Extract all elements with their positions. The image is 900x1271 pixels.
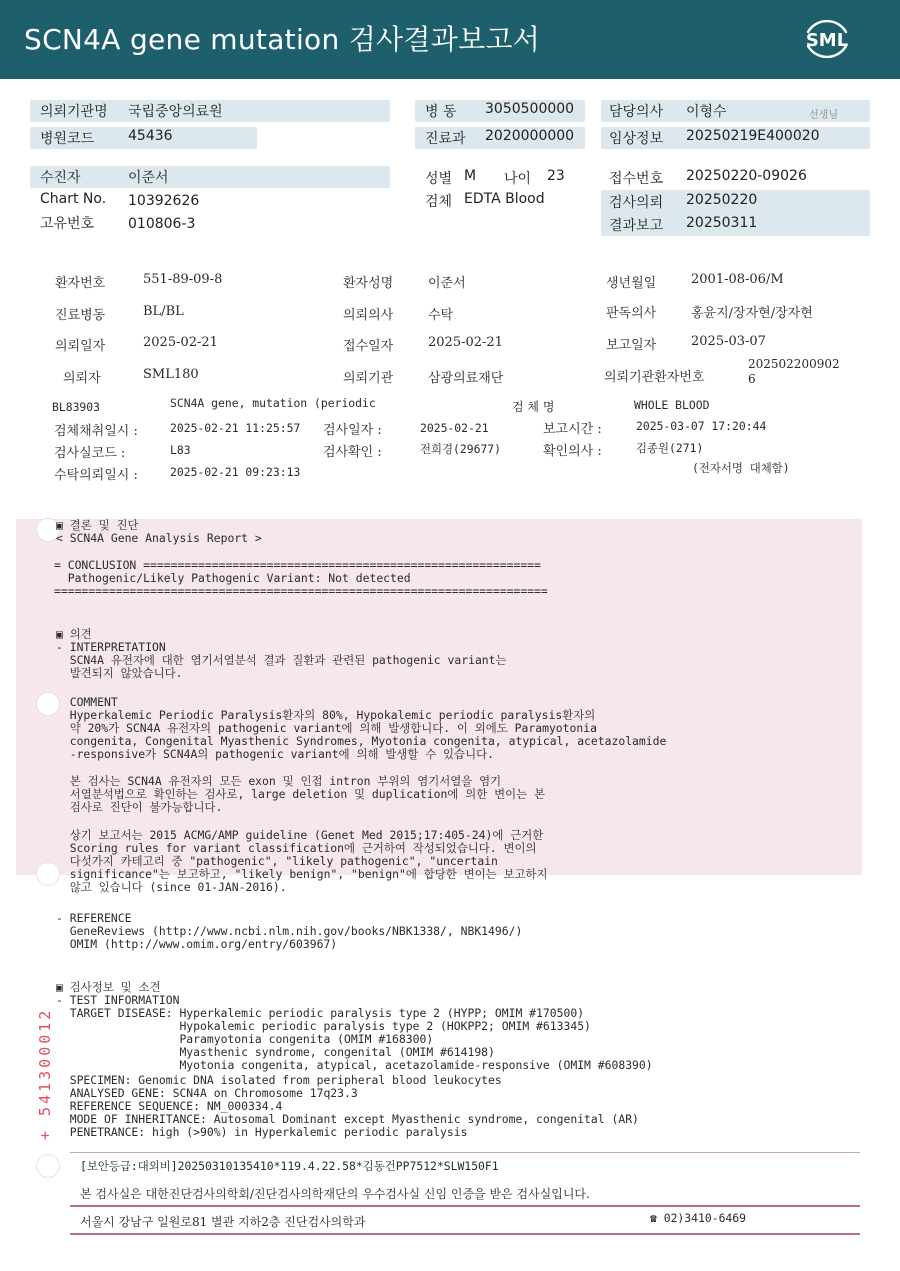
logo-text: SML bbox=[805, 30, 849, 51]
testinfo-heading: - TEST INFORMATION bbox=[56, 993, 180, 1007]
inst-patient-no-label: 의뢰기관환자번호 bbox=[604, 370, 705, 385]
footer-rule bbox=[70, 1205, 860, 1207]
confirm-doctor-value: 김종원(271) bbox=[636, 441, 704, 455]
req-inst-value: 삼광의료재단 bbox=[428, 371, 504, 386]
report-date-label: 보고일자 bbox=[606, 338, 657, 353]
ward-value: 3050500000 bbox=[485, 101, 575, 117]
sml-logo bbox=[800, 12, 854, 66]
lab-code-label: 검사실코드 : bbox=[54, 446, 126, 461]
doctor-label: 담당의사 bbox=[609, 104, 664, 120]
receipt-label: 접수번호 bbox=[609, 171, 664, 187]
comment-line: Hyperkalemic Periodic Paralysis환자의 80%, Hypokalemic periodic paralysis환자의 bbox=[56, 708, 596, 722]
patient-value: 이준서 bbox=[128, 170, 169, 186]
ward-scan-value: BL/BL bbox=[143, 304, 184, 319]
institution-label: 의뢰기관명 bbox=[40, 104, 108, 120]
punch-hole bbox=[36, 1154, 60, 1178]
comment-line: congenita, Congenital Myasthenic Syndromes, Myotonia congenita, atypical, acetazolamide bbox=[56, 734, 667, 748]
target-disease-line: TARGET DISEASE: Hyperkalemic periodic paralysis type 2 (HYPP; OMIM #170500) bbox=[56, 1006, 585, 1020]
phone-line: ☎ 02)3410-6469 bbox=[650, 1211, 747, 1225]
report-time-value: 2025-03-07 17:20:44 bbox=[636, 419, 767, 433]
report-label: 결과보고 bbox=[609, 218, 664, 234]
report-value: 20250311 bbox=[686, 215, 758, 231]
request-value: 20250220 bbox=[686, 192, 758, 208]
e-sign-note: (전자서명 대체함) bbox=[692, 461, 790, 475]
report-subtitle: < SCN4A Gene Analysis Report > bbox=[56, 531, 262, 545]
comment-line: -responsive가 SCN4A의 pathogenic variant에 의해 발생할 수 있습니다. bbox=[56, 747, 494, 761]
certification-line: 본 검사실은 대한진단검사의학회/진단검사의학재단의 우수검사실 신임 인증을 받은 검사실입니다. bbox=[80, 1187, 590, 1201]
interpretation-line: SCN4A 유전자에 대한 염기서열분석 결과 질환과 관련된 pathogenic variant는 bbox=[56, 653, 507, 667]
comment-line: significance"는 보고하고, "likely benign", "benign"에 합당한 변이는 보고하지 bbox=[56, 867, 548, 881]
patient-name-value: 이준서 bbox=[428, 276, 466, 291]
info-bar bbox=[30, 166, 390, 188]
comment-line: 다섯가지 카테고리 중 "pathogenic", "likely pathogenic", "uncertain bbox=[56, 854, 498, 868]
confirm-value: 전희경(29677) bbox=[420, 442, 502, 456]
target-disease-line: Hypokalemic periodic paralysis type 2 (HOKPP2; OMIM #613345) bbox=[56, 1019, 591, 1033]
req-date-label: 의뢰일자 bbox=[55, 339, 106, 354]
institution-value: 국립중앙의료원 bbox=[128, 104, 223, 120]
side-code: + 541300012 bbox=[36, 1007, 54, 1140]
refseq-line: REFERENCE SEQUENCE: NM_000334.4 bbox=[56, 1099, 283, 1113]
chart-value: 10392626 bbox=[128, 193, 200, 209]
requester-value: SML180 bbox=[143, 367, 199, 382]
receipt-date-label: 접수일자 bbox=[343, 339, 394, 354]
specimen-name-value: WHOLE BLOOD bbox=[634, 398, 710, 412]
report-header bbox=[0, 0, 900, 79]
confirm-doctor-label: 확인의사 : bbox=[543, 444, 602, 459]
interpretation-line: 발견되지 않았습니다. bbox=[56, 666, 183, 680]
comment-line: 서열분석법으로 확인하는 검사로, large deletion 및 duplication에 의한 변이는 본 bbox=[56, 787, 545, 801]
report-date-value: 2025-03-07 bbox=[691, 334, 766, 349]
dept-value: 2020000000 bbox=[485, 128, 575, 144]
patient-no-label: 환자번호 bbox=[55, 276, 106, 291]
age-value: 23 bbox=[547, 168, 565, 184]
section-testinfo-title: ▣ 검사정보 및 소견 bbox=[56, 980, 161, 994]
reading-doctor-value: 홍윤지/장자현/장자현 bbox=[691, 306, 813, 321]
unique-label: 고유번호 bbox=[40, 216, 95, 232]
patient-name-label: 환자성명 bbox=[343, 276, 394, 291]
requester-label: 의뢰자 bbox=[63, 371, 101, 386]
patient-label: 수진자 bbox=[40, 170, 81, 186]
test-code: BL83903 bbox=[52, 400, 101, 414]
ward-scan-label: 진료병동 bbox=[55, 308, 106, 323]
reading-doctor-label: 판독의사 bbox=[606, 306, 657, 321]
clinical-value: 20250219E400020 bbox=[686, 128, 820, 144]
conclusion-rule: = CONCLUSION ========================================================== bbox=[54, 558, 541, 572]
chart-label: Chart No. bbox=[40, 191, 107, 207]
inst-patient-no-value: 202502200902 bbox=[748, 357, 840, 371]
target-disease-line: Paramyotonia congenita (OMIM #168300) bbox=[56, 1032, 434, 1046]
inheritance-line: MODE OF INHERITANCE: Autosomal Dominant except Myasthenic syndrome, congenital (AR) bbox=[56, 1112, 639, 1126]
doctor-suffix: 선생님 bbox=[809, 110, 838, 121]
specimen-name-label: 검 체 명 bbox=[512, 400, 555, 414]
req-inst-label: 의뢰기관 bbox=[343, 371, 394, 386]
comment-line: 검사로 진단이 불가능합니다. bbox=[56, 800, 223, 814]
address-line: 서울시 강남구 일원로81 별관 지하2층 진단검사의학과 bbox=[80, 1215, 366, 1229]
lab-code-value: L83 bbox=[170, 443, 191, 457]
test-date-label: 검사일자 : bbox=[323, 423, 382, 438]
comment-line: 본 검사는 SCN4A 유전자의 모든 exon 및 인접 intron 부위의 염기서열을 염기 bbox=[56, 774, 502, 788]
confirm-label: 검사확인 : bbox=[323, 445, 382, 460]
specimen-info-line: SPECIMEN: Genomic DNA isolated from peripheral blood leukocytes bbox=[56, 1073, 502, 1087]
reference-heading: - REFERENCE bbox=[56, 911, 132, 925]
sex-value: M bbox=[464, 168, 477, 184]
report-title: SCN4A gene mutation 검사결과보고서 bbox=[24, 23, 541, 56]
penetrance-line: PENETRANCE: high (>90%) in Hyperkalemic periodic paralysis bbox=[56, 1125, 468, 1139]
footer-rule bbox=[70, 1152, 860, 1153]
consign-label: 수탁의뢰일시 : bbox=[54, 468, 138, 483]
req-doctor-label: 의뢰의사 bbox=[343, 308, 394, 323]
receipt-value: 20250220-09026 bbox=[686, 168, 807, 184]
birth-value: 2001-08-06/M bbox=[691, 272, 784, 287]
section-conclusion-title: ▣ 결론 및 진단 bbox=[56, 518, 139, 532]
test-date-value: 2025-02-21 bbox=[420, 421, 489, 435]
specimen-label: 검체 bbox=[425, 194, 453, 210]
req-date-value: 2025-02-21 bbox=[143, 335, 218, 350]
doctor-value: 이형수 bbox=[686, 104, 727, 120]
consign-value: 2025-02-21 09:23:13 bbox=[170, 465, 301, 479]
gene-info-line: ANALYSED GENE: SCN4A on Chromosome 17q23.3 bbox=[56, 1086, 358, 1100]
target-disease-line: Myasthenic syndrome, congenital (OMIM #614198) bbox=[56, 1045, 495, 1059]
collect-label: 검체채취일시 : bbox=[54, 424, 138, 439]
hospital-code-value: 45436 bbox=[128, 128, 173, 144]
comment-line: 않고 있습니다 (since 01-JAN-2016). bbox=[56, 880, 287, 894]
birth-label: 생년월일 bbox=[606, 276, 657, 291]
comment-line: Scoring rules for variant classification에 근거하여 작성되었습니다. 변이의 bbox=[56, 841, 537, 855]
age-label: 나이 bbox=[504, 171, 532, 187]
hospital-code-label: 병원코드 bbox=[40, 131, 95, 147]
comment-line: 약 20%가 SCN4A 유전자의 pathogenic variant에 의해 발생합니다. 이 외에도 Paramyotonia bbox=[56, 721, 597, 735]
ward-label: 병 동 bbox=[425, 104, 457, 120]
patient-no-value: 551-89-09-8 bbox=[143, 272, 223, 287]
request-label: 검사의뢰 bbox=[609, 195, 664, 211]
dept-label: 진료과 bbox=[425, 131, 466, 147]
comment-heading: COMMENT bbox=[56, 695, 118, 709]
receipt-date-value: 2025-02-21 bbox=[428, 335, 503, 350]
sex-label: 성별 bbox=[425, 171, 453, 187]
req-doctor-value: 수탁 bbox=[428, 308, 454, 323]
conclusion-rule-bottom: ======================================================================== bbox=[54, 584, 548, 598]
collect-value: 2025-02-21 11:25:57 bbox=[170, 421, 301, 435]
footer-rule bbox=[70, 1233, 860, 1235]
test-name: SCN4A gene, mutation (periodic bbox=[170, 396, 376, 410]
unique-value: 010806-3 bbox=[128, 216, 196, 232]
section-opinion-title: ▣ 의견 bbox=[56, 627, 92, 641]
report-time-label: 보고시간 : bbox=[543, 422, 602, 437]
comment-line: 상기 보고서는 2015 ACMG/AMP guideline (Genet Med 2015;17:405-24)에 근거한 bbox=[56, 828, 544, 842]
inst-patient-no-value-2: 6 bbox=[748, 372, 756, 386]
conclusion-text: Pathogenic/Likely Pathogenic Variant: Not detected bbox=[54, 571, 411, 585]
security-line: [보안등급:대외비]20250310135410*119.4.22.58*김동건PP7512*SLW150F1 bbox=[80, 1159, 499, 1173]
clinical-label: 임상정보 bbox=[609, 131, 664, 147]
target-disease-line: Myotonia congenita, atypical, acetazolamide-responsive (OMIM #608390) bbox=[56, 1058, 653, 1072]
interpretation-heading: - INTERPRETATION bbox=[56, 640, 166, 654]
specimen-value: EDTA Blood bbox=[464, 191, 545, 207]
reference-line: GeneReviews (http://www.ncbi.nlm.nih.gov/books/NBK1338/, NBK1496/) bbox=[56, 924, 523, 938]
reference-line: OMIM (http://www.omim.org/entry/603967) bbox=[56, 937, 338, 951]
